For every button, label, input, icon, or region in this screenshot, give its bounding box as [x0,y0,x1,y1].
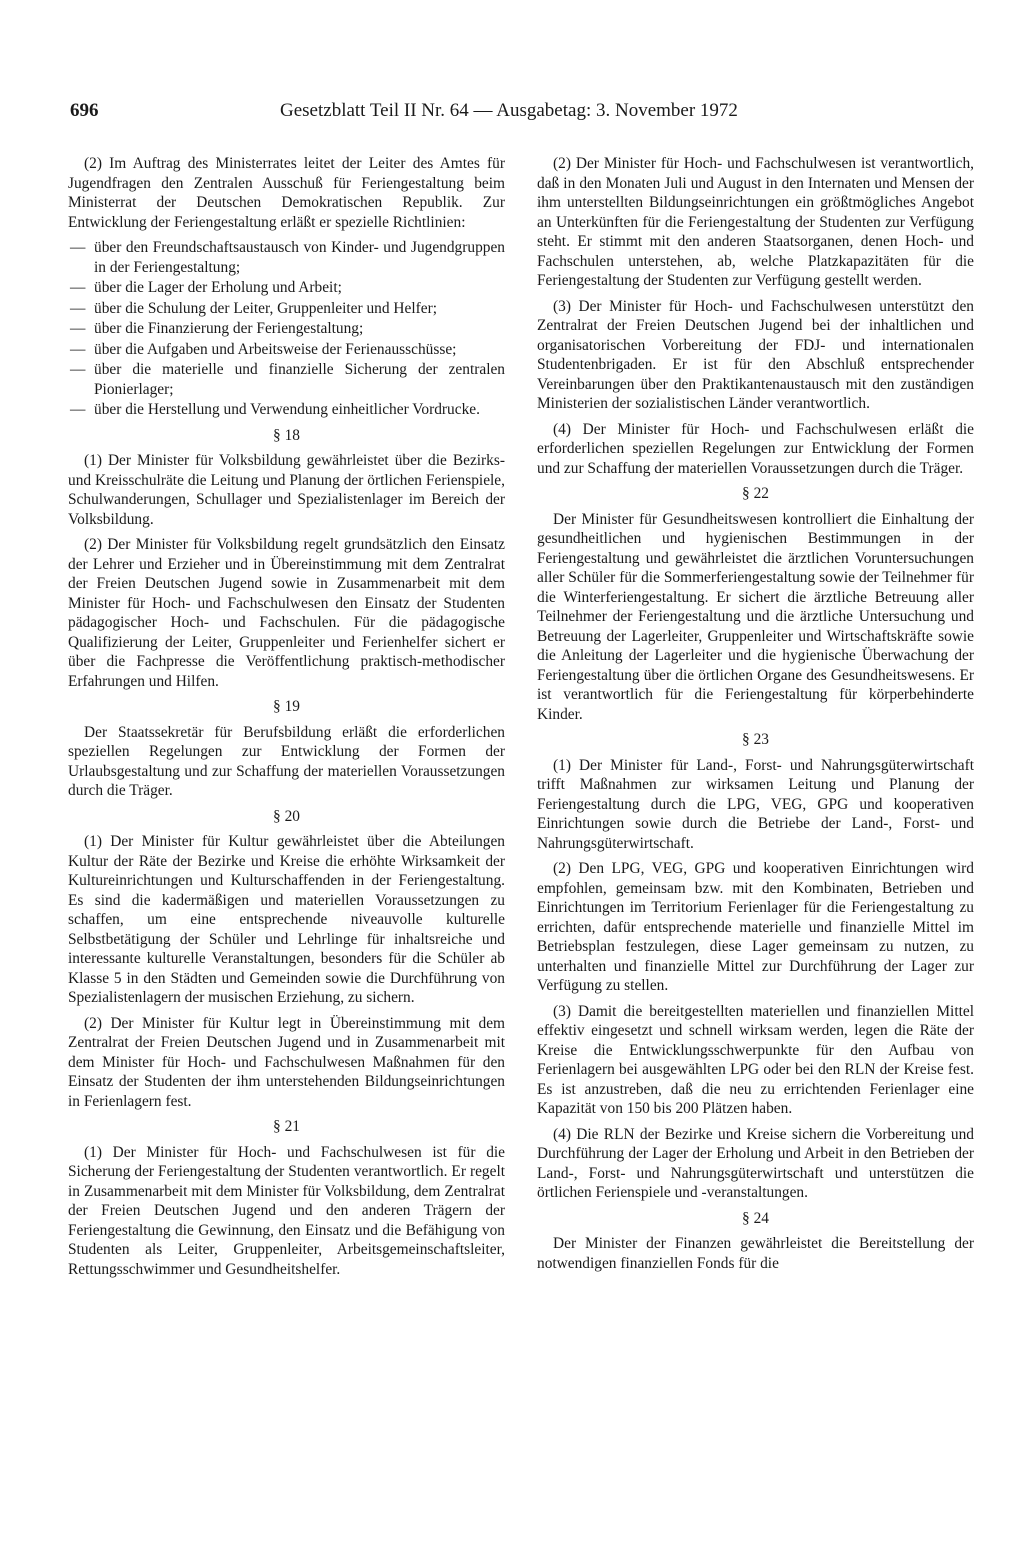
paragraph-21-2: (2) Der Minister für Hoch- und Fachschulwesen ist verantwortlich, daß in den Monaten Juli und August in den Internaten und Mensen der ihm unterstellten Bildungseinrichtungen ein größtmögliches Angebot an Unterkünften für die Feriengestaltung der Studenten zur Verfügung steht. Er stimmt mit den anderen Staatsorganen, denen Hoch- und Fachschulen unterstehen, ab, welche Platzkapazitäten für die Feriengestaltung der Studenten zur Verfügung gestellt werden. [537,155,974,289]
section-heading-20: § 20 [273,807,300,825]
guideline-list [68,238,505,420]
list-item: — über die materielle und finanzielle Sicherung der zentralen Pionierlager; [68,360,505,399]
section-heading-19: § 19 [273,698,300,715]
section-heading-21: § 21 [273,1118,300,1135]
section-heading-18: § 18 [273,426,300,444]
list-item: — über den Freundschaftsaustausch von Kinder- und Jugendgruppen in der Feriengestaltung; [68,238,505,277]
paragraph-20-2: (2) Der Minister für Kultur legt in Übereinstimmung mit dem Zentralrat der Freien Deutschen Jugend und in Zusammenarbeit mit dem Minister für Hoch- und Fachschulwesen Maßnahmen für den Einsatz der Studenten der ihm unterstehenden Bildungseinrichtungen in Ferienlagern fest. [68,1014,505,1110]
section-heading-22: § 22 [742,485,769,502]
list-item: — über die Lager der Erholung und Arbeit; [68,278,505,298]
paragraph-23-1: (1) Der Minister für Land-, Forst- und Nahrungsgüterwirtschaft trifft Maßnahmen zur wirksamen Leitung und Planung der Feriengestaltung durch die LPG, VEG, GPG und kooperativen Einrichtungen sowie durch die Betriebe der Land-, Forst- und Nahrungsgüterwirtschaft. [537,756,974,852]
paragraph-17-2: (2) Im Auftrag des Ministerrates leitet der Leiter des Amtes für Jugendfragen den Zentralen Ausschuß für Feriengestaltung beim Ministerrat der Deutschen Demokratischen Republik. Zur Entwicklung der Feriengestaltung erläßt er spezielle Richtlinien: [68,155,505,231]
list-item: — über die Aufgaben und Arbeitsweise der Ferienausschüsse; [68,340,505,360]
paragraph-21-4: (4) Der Minister für Hoch- und Fachschulwesen erläßt die erforderlichen speziellen Regelungen zur Entwicklung der Formen und zur Schaffung der materiellen Voraussetzungen durch die Träger. [537,420,974,477]
paragraph-19-1: Der Staatssekretär für Berufsbildung erläßt die erforderlichen speziellen Regelungen zur Entwicklung der Formen der Urlaubsgestaltung und zur Schaffung der materiellen Voraussetzungen durch die Träger. [68,723,505,799]
header-title: Gesetzblatt Teil II Nr. 64 — Ausgabetag: 3. November 1972 [280,100,738,121]
paragraph-22-1: Der Minister für Gesundheitswesen kontrolliert die Einhaltung der gesundheitlichen und hygienischen Bestimmungen in der Feriengestaltung und gewährleistet die ärztlichen Voruntersuchungen aller Schüler für die Sommerferiengestaltung sowie der Teilnehmer für die Winterferiengestaltung. Er sichert die ärztliche Betreuung aller Teilnehmer der Feriengestaltung und die ärztliche Untersuchung und Betreuung der Lagerleiter, Gruppenleiter und Wirtschaftskräfte sowie die Anleitung der Lagerleiter und die hygienische Überwachung der Feriengestaltung über die örtlichen Organe des Gesundheitswesens. Er ist verantwortlich für die Feriengestaltung für körperbehinderte Kinder. [537,510,974,723]
paragraph-21-3: (3) Der Minister für Hoch- und Fachschulwesen unterstützt den Zentralrat der Freien Deutschen Jugend bei der inhaltlichen und organisatorischen Vorbereitung der FDJ- und internationalen Studentenbrigaden. Er ist für den Abschluß entsprechender Vereinbarungen über den Praktikantenaustausch mit den zuständigen Ministerien der sozialistischen Länder verantwortlich. [537,297,974,412]
paragraph-18-1: (1) Der Minister für Volksbildung gewährleistet über die Bezirks- und Kreisschulräte die Leitung und Planung der örtlichen Ferienspiele, Schulwanderungen, Schullager und Spezialistenlager im Bereich der Volksbildung. [68,452,505,528]
section-heading-24: § 24 [742,1209,769,1227]
right-column [537,154,974,1279]
page-number: 696 [70,100,99,121]
list-item: — über die Finanzierung der Feriengestaltung; [68,319,505,339]
left-column [68,154,505,1285]
paragraph-23-4: (4) Die RLN der Bezirke und Kreise sichern die Vorbereitung und Durchführung der Lager der Erholung und Arbeit in den Betrieben der Land-, Forst- und Nahrungsgüterwirtschaft und unterstützen die örtlichen Ferienspiele und -veranstaltungen. [537,1125,974,1201]
list-item: — über die Herstellung und Verwendung einheitlicher Vordrucke. [68,400,505,420]
paragraph-23-2: (2) Den LPG, VEG, GPG und kooperativen Einrichtungen wird empfohlen, gemeinsam bzw. mit den Kombinaten, Betrieben und Einrichtungen im Territorium Ferienlager für die Feriengestaltung zu errichten, dafür entsprechende materielle und finanzielle Mittel im Betriebsplan festzulegen, diese Lager gemeinsam zu nutzen, zu unterhalten und finanzielle Mittel zur Durchführung der Lager zur Verfügung zu stellen. [537,860,974,994]
list-item: — über die Schulung der Leiter, Gruppenleiter und Helfer; [68,299,505,319]
paragraph-20-1: (1) Der Minister für Kultur gewährleistet über die Abteilungen Kultur der Räte der Bezirke und Kreise die erhöhte Wirksamkeit der Kultureinrichtungen und Kulturschaffenden in der Feriengestaltung. Es sind die kadermäßigen und materiellen Voraussetzungen zu schaffen, um eine entsprechende niveauvolle kulturelle Selbstbetätigung der Schüler und Lehrlinge für inhaltsreiche und interessante kulturelle Veranstaltungen, besonders für die Schüler ab Klasse 5 in den Städten und Gemeinden sowie die Durchführung von Spezialistenlagern der musischen Erziehung, zu sichern. [68,833,505,1006]
paragraph-23-3: (3) Damit die bereitgestellten materiellen und finanziellen Mittel effektiv eingesetzt und schnell wirksam werden, legen die Räte der Kreise die Entwicklungsschwerpunkte für den Aufbau von Ferienlagern bei ausgewählten LPG oder bei den RLN der Kreise fest. Es ist anzustreben, daß die neu zu errichtenden Ferienlager eine Kapazität von 150 bis 200 Plätzen haben. [537,1002,974,1117]
paragraph-18-2: (2) Der Minister für Volksbildung regelt grundsätzlich den Einsatz der Lehrer und Erzieher und in Übereinstimmung mit dem Zentralrat der Freien Deutschen Jugend sowie in Zusammenarbeit mit dem Minister für Hoch- und Fachschulwesen den Einsatz der Studenten pädagogischer Hoch- und Fachschulen. Für die pädagogische Qualifizierung der Leiter, Gruppenleiter und Ferienhelfer sichert er über die Fachpresse die Veröffentlichung praktisch-methodischer Erfahrungen und Hilfen. [68,536,505,690]
page-header [70,100,970,126]
paragraph-21-1: (1) Der Minister für Hoch- und Fachschulwesen ist für die Sicherung der Feriengestaltung der Studenten verantwortlich. Er regelt in Zusammenarbeit mit dem Minister für Volksbildung, dem Zentralrat der Freien Deutschen Jugend und den anderen Trägern der Feriengestaltung die Gewinnung, den Einsatz und die Befähigung von Studenten als Leiter, Gruppenleiter, Arbeitsgemeinschaftsleiter, Rettungsschwimmer und Gesundheitshelfer. [68,1143,505,1278]
section-heading-23: § 23 [742,731,769,748]
paragraph-24-1: Der Minister der Finanzen gewährleistet die Bereitstellung der notwendigen finanziellen Fonds für die [537,1235,974,1272]
